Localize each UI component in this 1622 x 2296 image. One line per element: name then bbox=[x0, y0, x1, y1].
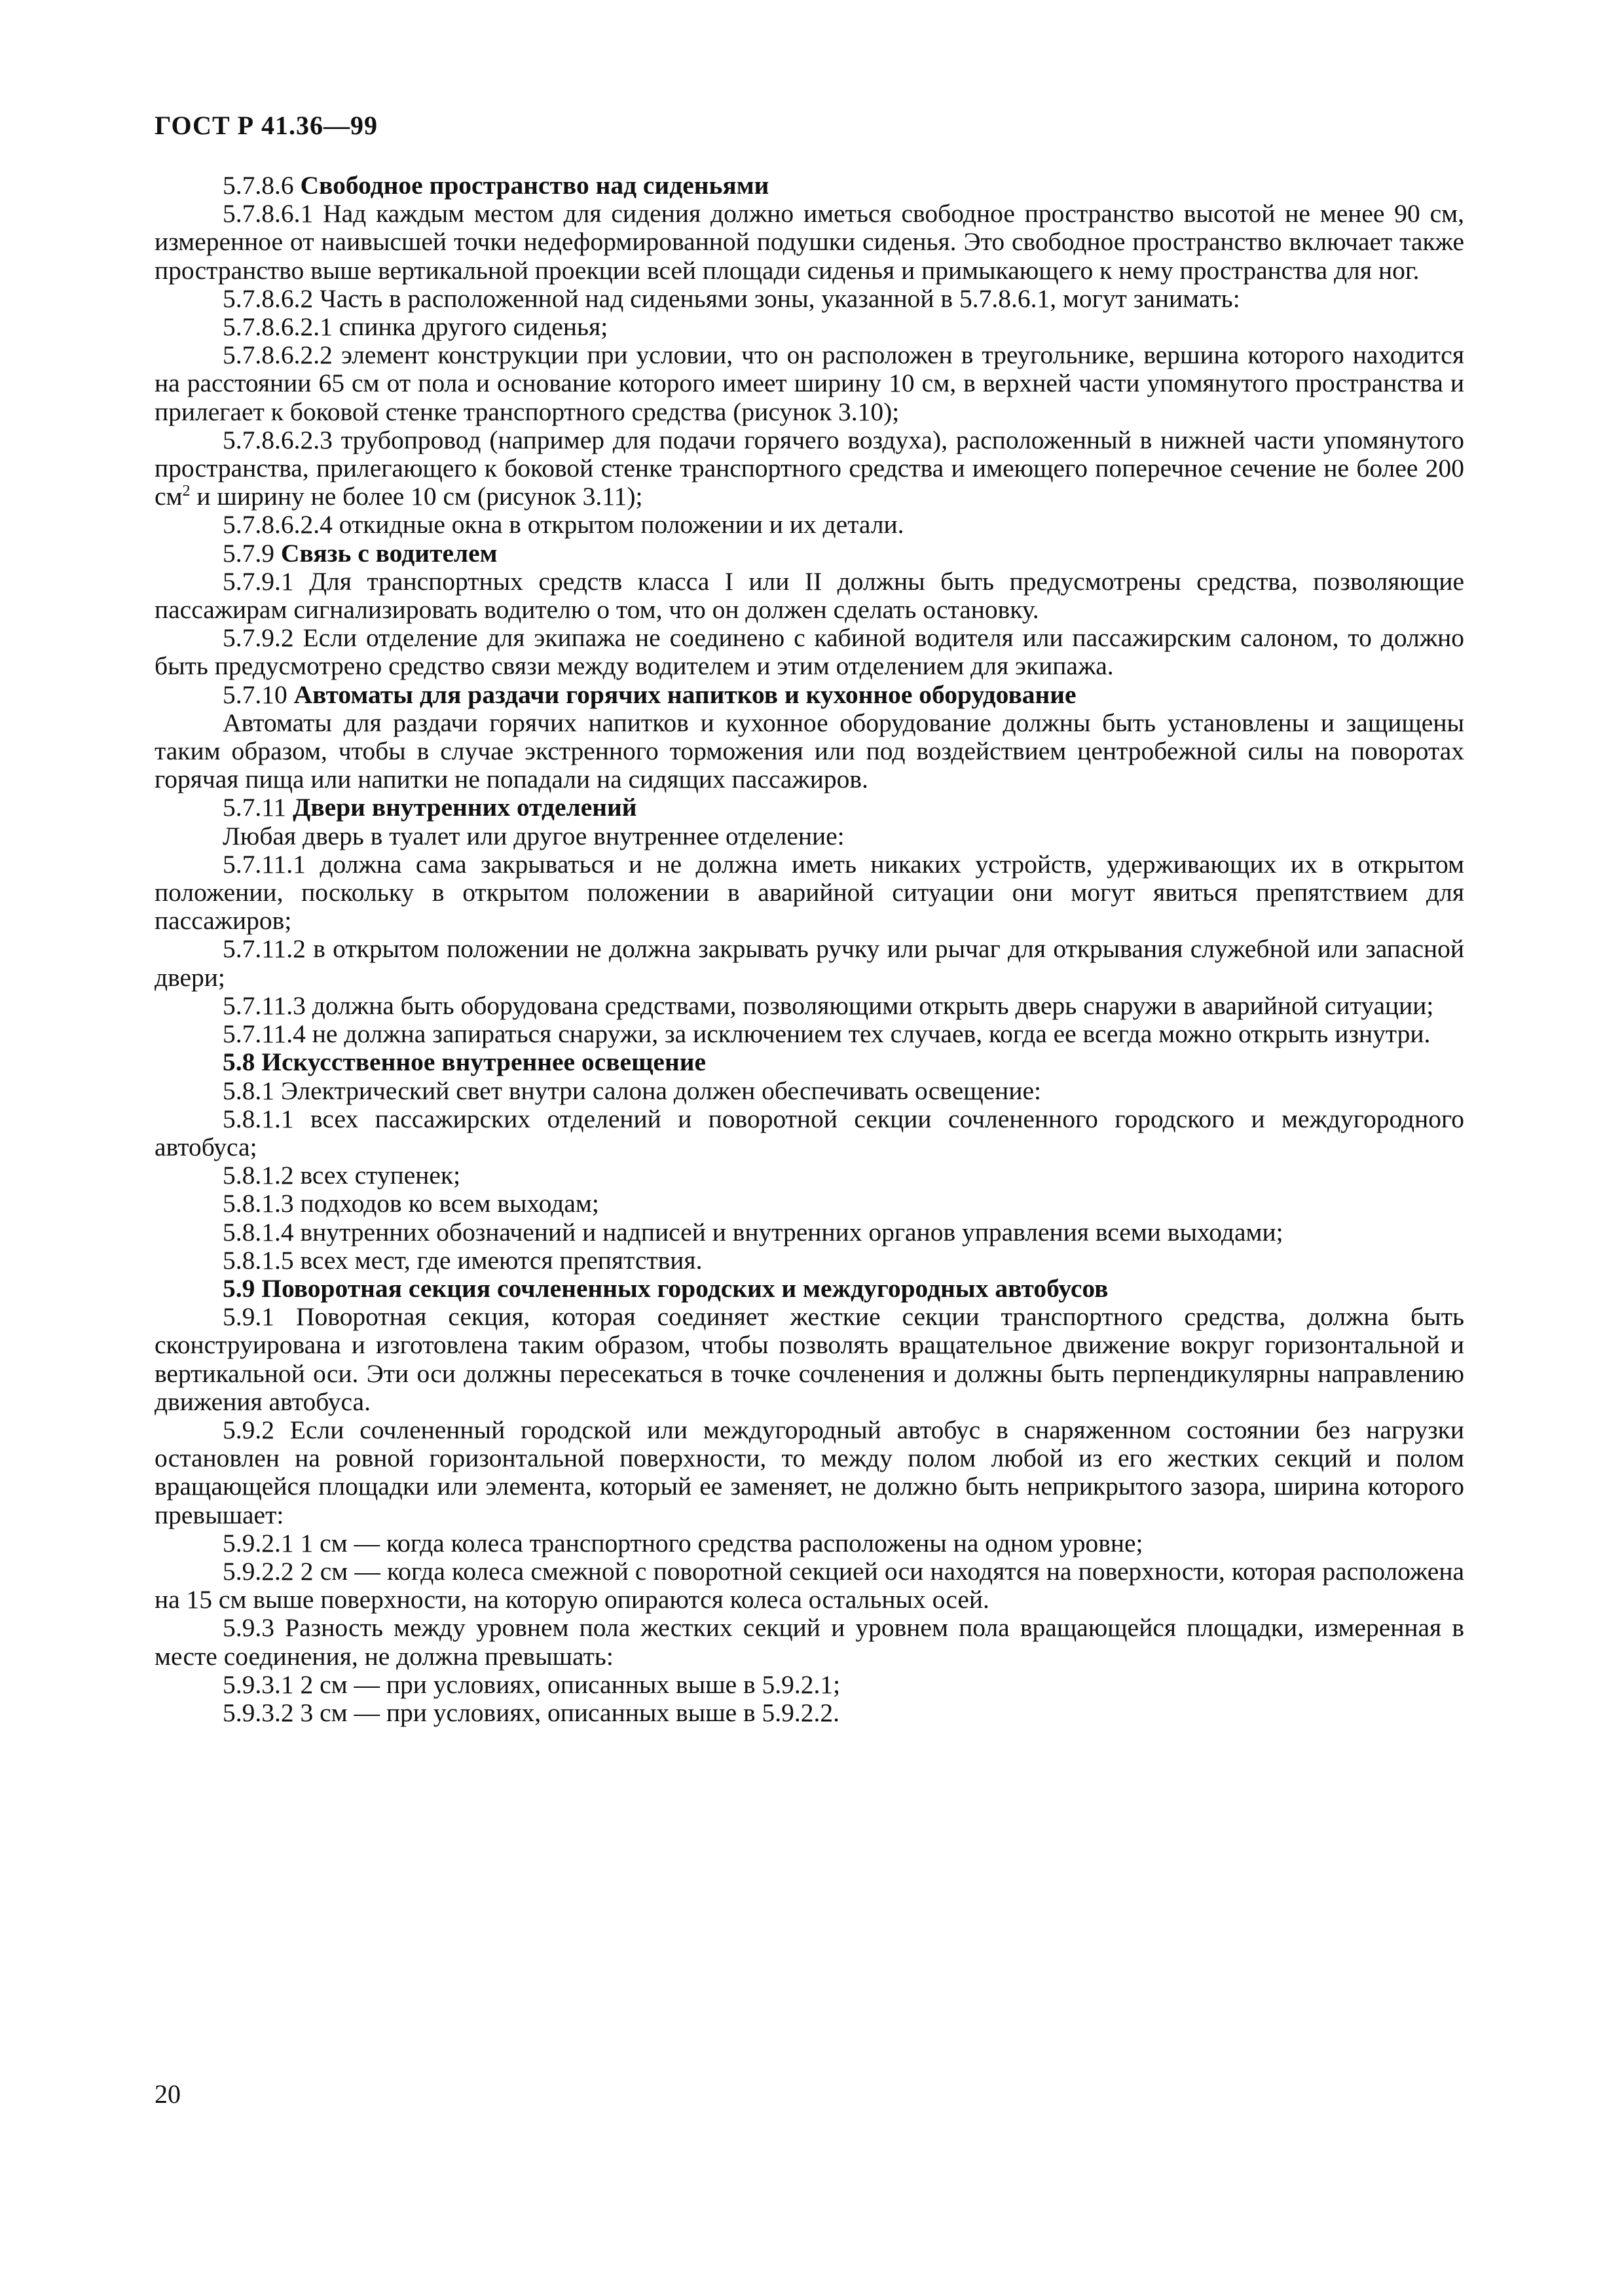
clause-text: в открытом положении не должна закрывать ручку или рычаг для открывания служебной или запасной двери; bbox=[155, 934, 1465, 992]
paragraph bbox=[155, 1105, 1464, 1161]
paragraph bbox=[155, 709, 1464, 794]
clause-text: трубопровод (например для подачи горячего воздуха), расположенный в нижней части упомянутого пространства, прилегающего к боковой стенке транспортного средства и имеющего поперечное сечение не более 200 см bbox=[155, 425, 1464, 511]
clause-number: 5.9.2.2 bbox=[223, 1556, 294, 1586]
paragraph bbox=[155, 935, 1464, 991]
clause-number: 5.8.1.2 bbox=[223, 1161, 294, 1190]
clause-number: 5.8.1.4 bbox=[223, 1217, 294, 1247]
paragraph bbox=[155, 1161, 1464, 1190]
clause-number: 5.8.1.5 bbox=[223, 1245, 294, 1275]
clause-title: Автоматы для раздачи горячих напитков и кухонное оборудование bbox=[293, 680, 1077, 709]
clause-number: 5.9.3.1 bbox=[223, 1669, 294, 1699]
paragraph bbox=[155, 511, 1464, 539]
clause-text: откидные окна в открытом положении и их детали. bbox=[339, 510, 904, 539]
clause-number: 5.7.9.2 bbox=[223, 623, 294, 653]
section-heading bbox=[155, 681, 1464, 709]
clause-number: 5.9.3.2 bbox=[223, 1698, 294, 1727]
clause-number: 5.7.11.2 bbox=[223, 934, 306, 964]
clause-number: 5.8 bbox=[223, 1048, 255, 1077]
clause-number: 5.9 bbox=[223, 1273, 255, 1303]
clause-text: 3 см — при условиях, описанных выше в 5.9.2.2. bbox=[300, 1698, 840, 1727]
document-header: ГОСТ Р 41.36—99 bbox=[155, 111, 378, 140]
clause-text: Разность между уровнем пола жестких секций и уровнем пола вращающейся площадки, измеренная в месте соединения, не должна превышать: bbox=[155, 1613, 1465, 1671]
clause-text: Если сочлененный городской или междугородный автобус в снаряженном состоянии без нагрузки остановлен на ровной горизонтальной поверхности, то между полом любой из его жестких секций и полом вращающейся площадки или элемента, который ее заменяет, не должно быть неприкрытого зазора, ширина которого превышает: bbox=[155, 1415, 1464, 1529]
clause-title: Искусственное внутреннее освещение bbox=[261, 1048, 707, 1077]
paragraph bbox=[155, 1558, 1464, 1614]
paragraph bbox=[155, 850, 1464, 936]
superscript: 2 bbox=[182, 483, 191, 500]
clause-title: Свободное пространство над сиденьями bbox=[300, 171, 769, 200]
page-number: 20 bbox=[155, 2079, 181, 2109]
clause-number: 5.7.9 bbox=[223, 538, 274, 568]
clause-text: Над каждым местом для сидения должно иметься свободное пространство высотой не менее 90 см, измеренное от наивысшей точки недеформированной подушки сиденья. Это свободное пространство включает также пространство выше вертикальной проекции всей площади сиденья и примыкающего к нему пространства для ног. bbox=[155, 199, 1464, 285]
clause-number: 5.9.3 bbox=[223, 1613, 274, 1643]
clause-text: и ширину не более 10 см (рисунок 3.11); bbox=[190, 482, 643, 511]
clause-number: 5.8.1.1 bbox=[223, 1104, 294, 1133]
clause-title: Связь с водителем bbox=[280, 538, 498, 568]
clause-number: 5.7.8.6.2.1 bbox=[223, 312, 333, 342]
clause-text: Электрический свет внутри салона должен обеспечивать освещение: bbox=[280, 1076, 1041, 1105]
clause-number: 5.7.10 bbox=[223, 680, 287, 709]
paragraph bbox=[155, 624, 1464, 680]
clause-number: 5.7.8.6.2.4 bbox=[223, 510, 333, 539]
clause-number: 5.8.1 bbox=[223, 1076, 274, 1105]
section-heading bbox=[155, 539, 1464, 568]
section-heading bbox=[155, 1048, 1464, 1076]
clause-number: 5.7.8.6.1 bbox=[223, 199, 314, 228]
clause-text: 2 см — когда колеса смежной с поворотной секцией оси находятся на поверхности, которая расположена на 15 см выше поверхности, на которую опираются колеса остальных осей. bbox=[155, 1556, 1465, 1614]
clause-text: должна быть оборудована средствами, позволяющими открыть дверь снаружи в аварийной ситуации; bbox=[312, 991, 1434, 1020]
clause-text: элемент конструкции при условии, что он расположен в треугольнике, вершина которого находится на расстоянии 65 см от пола и основание которого имеет ширину 10 см, в верхней части упомянутого пространства и прилегает к боковой стенке транспортного средства (рисунок 3.10); bbox=[155, 340, 1464, 426]
paragraph bbox=[155, 1218, 1464, 1247]
paragraph bbox=[155, 1247, 1464, 1275]
clause-title: Поворотная секция сочлененных городских и междугородных автобусов bbox=[261, 1273, 1109, 1303]
section-heading bbox=[155, 172, 1464, 200]
clause-text: должна сама закрываться и не должна иметь никаких устройств, удерживающих их в открытом положении, поскольку в открытом положении в аварийной ситуации они могут явиться препятствием для пассажиров; bbox=[155, 849, 1465, 936]
paragraph bbox=[155, 1020, 1464, 1048]
clause-number: 5.9.1 bbox=[223, 1302, 274, 1332]
clause-number: 5.7.8.6.2 bbox=[223, 283, 314, 313]
clause-number: 5.9.2 bbox=[223, 1415, 274, 1444]
clause-number: 5.9.2.1 bbox=[223, 1528, 294, 1558]
clause-text: всех мест, где имеются препятствия. bbox=[300, 1245, 703, 1275]
clause-text: внутренних обозначений и надписей и внутренних органов управления всеми выходами; bbox=[300, 1217, 1283, 1247]
paragraph bbox=[155, 1614, 1464, 1670]
clause-number: 5.7.8.6 bbox=[223, 171, 294, 200]
clause-number: 5.7.11.4 bbox=[223, 1019, 306, 1049]
clause-text: 1 см — когда колеса транспортного средства расположены на одном уровне; bbox=[300, 1528, 1143, 1558]
clause-number: 5.7.9.1 bbox=[223, 566, 294, 596]
paragraph bbox=[155, 1303, 1464, 1416]
paragraph bbox=[155, 1671, 1464, 1699]
clause-text: Если отделение для экипажа не соединено с кабиной водителя или пассажирским салоном, то должно быть предусмотрено средство связи между водителем и этим отделением для экипажа. bbox=[155, 623, 1465, 681]
clause-text: 2 см — при условиях, описанных выше в 5.9.2.1; bbox=[300, 1669, 841, 1699]
clause-text: Поворотная секция, которая соединяет жесткие секции транспортного средства, должна быть сконструирована и изготовлена таким образом, чтобы позволять вращательное движение вокруг горизонтальной и вертикальной оси. Эти оси должны пересекаться в точке сочленения и должны быть перпендикулярны направлению движения автобуса. bbox=[155, 1302, 1464, 1416]
clause-text: Любая дверь в туалет или другое внутреннее отделение: bbox=[223, 821, 845, 850]
clause-text: Для транспортных средств класса I или II должны быть предусмотрены средства, позволяющие пассажирам сигнализировать водителю о том, что он должен сделать остановку. bbox=[155, 566, 1464, 625]
paragraph bbox=[155, 1077, 1464, 1105]
paragraph bbox=[155, 1416, 1464, 1529]
paragraph bbox=[155, 822, 1464, 850]
clause-text: всех пассажирских отделений и поворотной секции сочлененного городского и междугородного автобуса; bbox=[155, 1104, 1465, 1161]
paragraph bbox=[155, 200, 1464, 285]
clause-number: 5.7.8.6.2.3 bbox=[223, 425, 333, 454]
clause-number: 5.7.11 bbox=[223, 793, 287, 822]
paragraph bbox=[155, 1529, 1464, 1558]
document-body bbox=[155, 172, 1464, 1727]
paragraph bbox=[155, 285, 1464, 313]
clause-number: 5.7.8.6.2.2 bbox=[223, 340, 333, 370]
paragraph bbox=[155, 992, 1464, 1020]
section-heading bbox=[155, 793, 1464, 822]
clause-text: Часть в расположенной над сиденьями зоны, указанной в 5.7.8.6.1, могут занимать: bbox=[320, 283, 1240, 313]
paragraph bbox=[155, 1190, 1464, 1218]
section-heading bbox=[155, 1275, 1464, 1303]
clause-text: спинка другого сиденья; bbox=[339, 312, 608, 342]
clause-text: Автоматы для раздачи горячих напитков и кухонное оборудование должны быть установлены и защищены таким образом, чтобы в случае экстренного торможения или под воздействием центробежной силы на поворотах горячая пища или напитки не попадали на сидящих пассажиров. bbox=[155, 708, 1464, 794]
clause-text: подходов ко всем выходам; bbox=[300, 1189, 599, 1218]
paragraph bbox=[155, 341, 1464, 426]
paragraph bbox=[155, 313, 1464, 341]
clause-text: не должна запираться снаружи, за исключением тех случаев, когда ее всегда можно открыть изнутри. bbox=[312, 1019, 1431, 1049]
paragraph bbox=[155, 1699, 1464, 1727]
clause-number: 5.7.11.3 bbox=[223, 991, 306, 1020]
clause-number: 5.7.11.1 bbox=[223, 849, 306, 879]
paragraph bbox=[155, 568, 1464, 624]
clause-text: всех ступенек; bbox=[300, 1161, 461, 1190]
paragraph bbox=[155, 426, 1464, 511]
clause-number: 5.8.1.3 bbox=[223, 1189, 294, 1218]
clause-title: Двери внутренних отделений bbox=[293, 793, 637, 822]
